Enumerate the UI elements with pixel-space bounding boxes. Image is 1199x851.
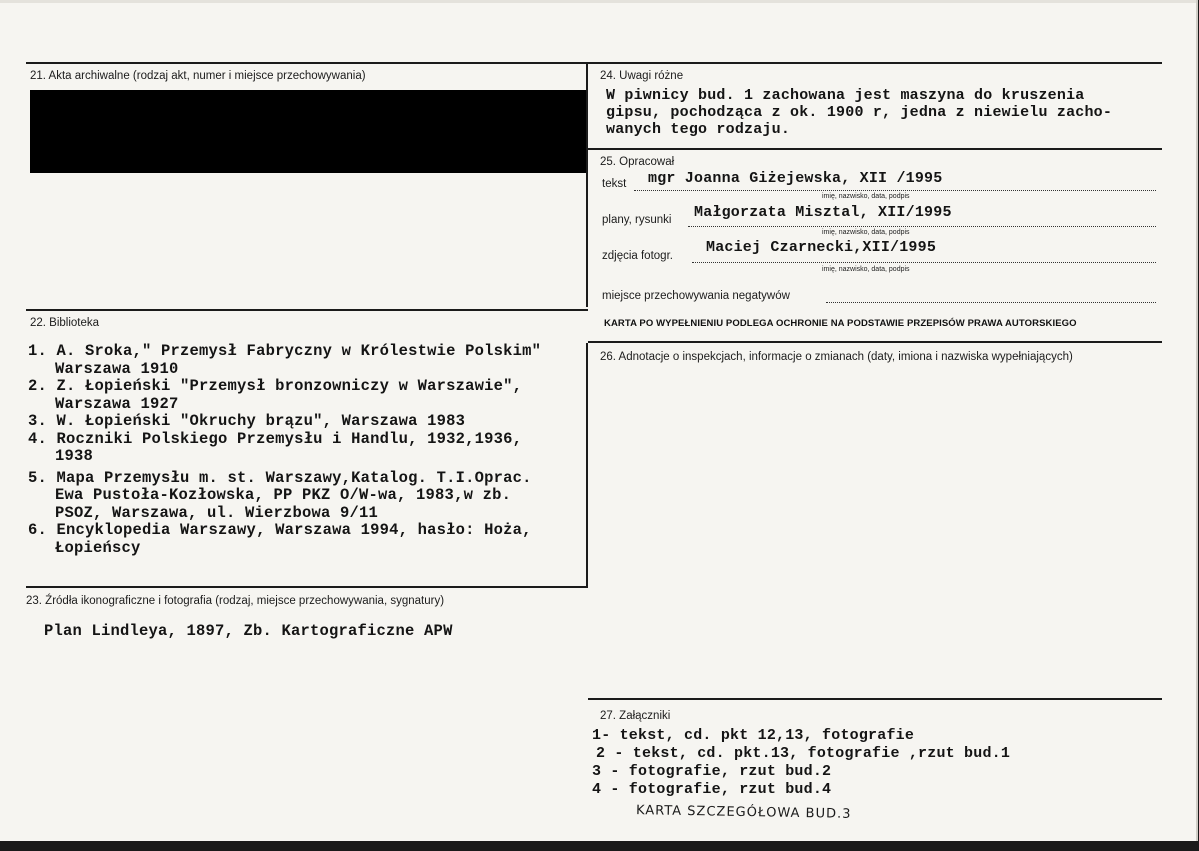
library-item — [28, 343, 541, 361]
tekst-label: tekst — [602, 178, 627, 190]
library-item-line: Ewa Pustoła-Kozłowska, PP PKZ O/W-wa, 1983,w zb. — [55, 486, 512, 504]
section-24-label: 24. Uwagi różne — [600, 70, 684, 82]
section-27-label: 27. Załączniki — [600, 710, 671, 722]
section-21-label: 21. Akta archiwalne (rodzaj akt, numer i miejsce przechowywania) — [30, 70, 366, 82]
zdjecia-hint: imię, nazwisko, data, podpis — [822, 266, 910, 273]
plany-dotline — [688, 226, 1156, 227]
redaction-block — [30, 90, 586, 173]
library-item-num: 2. — [28, 377, 48, 395]
library-item-num: 6. — [28, 521, 48, 539]
negatywy-dotline — [826, 302, 1156, 303]
library-item-line: Encyklopedia Warszawy, Warszawa 1994, hasło: Hoża, — [56, 521, 532, 539]
library-item-line: Mapa Przemysłu m. st. Warszawy,Katalog. T.I.Oprac. — [56, 468, 532, 487]
library-item — [28, 431, 541, 449]
library-item-line: Warszawa 1910 — [55, 359, 179, 378]
rule-22-23 — [26, 586, 588, 588]
library-item-line: 1938 — [55, 447, 94, 465]
tekst-dotline — [634, 190, 1156, 191]
library-item-num: 3. — [28, 412, 48, 430]
remarks-line: W piwnicy bud. 1 zachowana jest maszyna do kruszenia — [606, 87, 1085, 104]
attachment-line: 1- tekst, cd. pkt 12,13, fotografie — [592, 727, 915, 744]
attachment-line: 3 - fotografie, rzut bud.2 — [592, 763, 832, 780]
library-item-line: A. Sroka," Przemysł Fabryczny w Królestwie Polskim" — [56, 342, 542, 360]
tekst-hint: imię, nazwisko, data, podpis — [822, 193, 910, 200]
section-25-label: 25. Opracował — [600, 156, 675, 168]
card-top-edge — [0, 0, 1196, 3]
library-list — [28, 343, 541, 557]
attachments-list — [592, 727, 1010, 799]
library-item-num: 1. — [28, 342, 48, 360]
iconography-text: Plan Lindleya, 1897, Zb. Kartograficzne APW — [44, 622, 453, 640]
zdjecia-label: zdjęcia fotogr. — [602, 250, 673, 262]
library-item-line: Roczniki Polskiego Przemysłu i Handlu, 1932,1936, — [56, 429, 523, 448]
library-item — [28, 470, 541, 488]
section-23-label: 23. Źródła ikonograficzne i fotografia (rodzaj, miejsce przechowywania, sygnatury) — [26, 595, 445, 607]
attachment-line: 4 - fotografie, rzut bud.4 — [592, 781, 832, 798]
handwritten-note: KARTA SZCZEGÓŁOWA BUD.3 — [635, 803, 852, 822]
plany-hint: imię, nazwisko, data, podpis — [822, 229, 910, 236]
library-item-line: W. Łopieński "Okruchy brązu", Warszawa 1983 — [56, 412, 466, 430]
plany-value: Małgorzata Misztal, XII/1995 — [694, 204, 952, 221]
rule-21-22 — [26, 309, 588, 311]
library-item-num: 4. — [28, 429, 48, 448]
library-item-line: PSOZ, Warszawa, ul. Wierzbowa 9/11 — [55, 503, 379, 522]
library-item — [28, 522, 541, 540]
zdjecia-dotline — [692, 262, 1156, 263]
divider-upper — [586, 62, 588, 307]
section-26-label: 26. Adnotacje o inspekcjach, informacje o zmianach (daty, imiona i nazwiska wypełniających) — [600, 351, 1073, 363]
copyright-notice: KARTA PO WYPEŁNIENIU PODLEGA OCHRONIE NA PODSTAWIE PRZEPISÓW PRAWA AUTORSKIEGO — [604, 318, 1077, 329]
library-item-line: Łopieńscy — [55, 538, 141, 557]
library-item — [28, 413, 541, 431]
library-item — [28, 378, 541, 396]
remarks-text — [606, 87, 1112, 138]
tekst-value: mgr Joanna Giżejewska, XII /1995 — [648, 170, 943, 187]
plany-label: plany, rysunki — [602, 214, 672, 226]
zdjecia-value: Maciej Czarnecki,XII/1995 — [706, 239, 937, 256]
attachment-line: 2 - tekst, cd. pkt.13, fotografie ,rzut bud.1 — [596, 745, 1011, 762]
library-item-line: Z. Łopieński "Przemysł bronzowniczy w Warszawie", — [56, 377, 523, 395]
rule-26-27 — [588, 698, 1162, 700]
section-22-label: 22. Biblioteka — [30, 317, 100, 329]
remarks-line: gipsu, pochodząca z ok. 1900 r, jedna z niewielu zacho- — [606, 104, 1113, 121]
rule-25-26 — [588, 341, 1162, 343]
negatywy-label: miejsce przechowywania negatywów — [602, 290, 790, 302]
remarks-line: wanych tego rodzaju. — [606, 121, 791, 138]
top-rule — [26, 62, 1162, 64]
rule-24-25 — [588, 148, 1162, 150]
library-item-line: Warszawa 1927 — [55, 394, 179, 413]
library-item-num: 5. — [28, 468, 48, 487]
divider-middle — [586, 343, 588, 588]
